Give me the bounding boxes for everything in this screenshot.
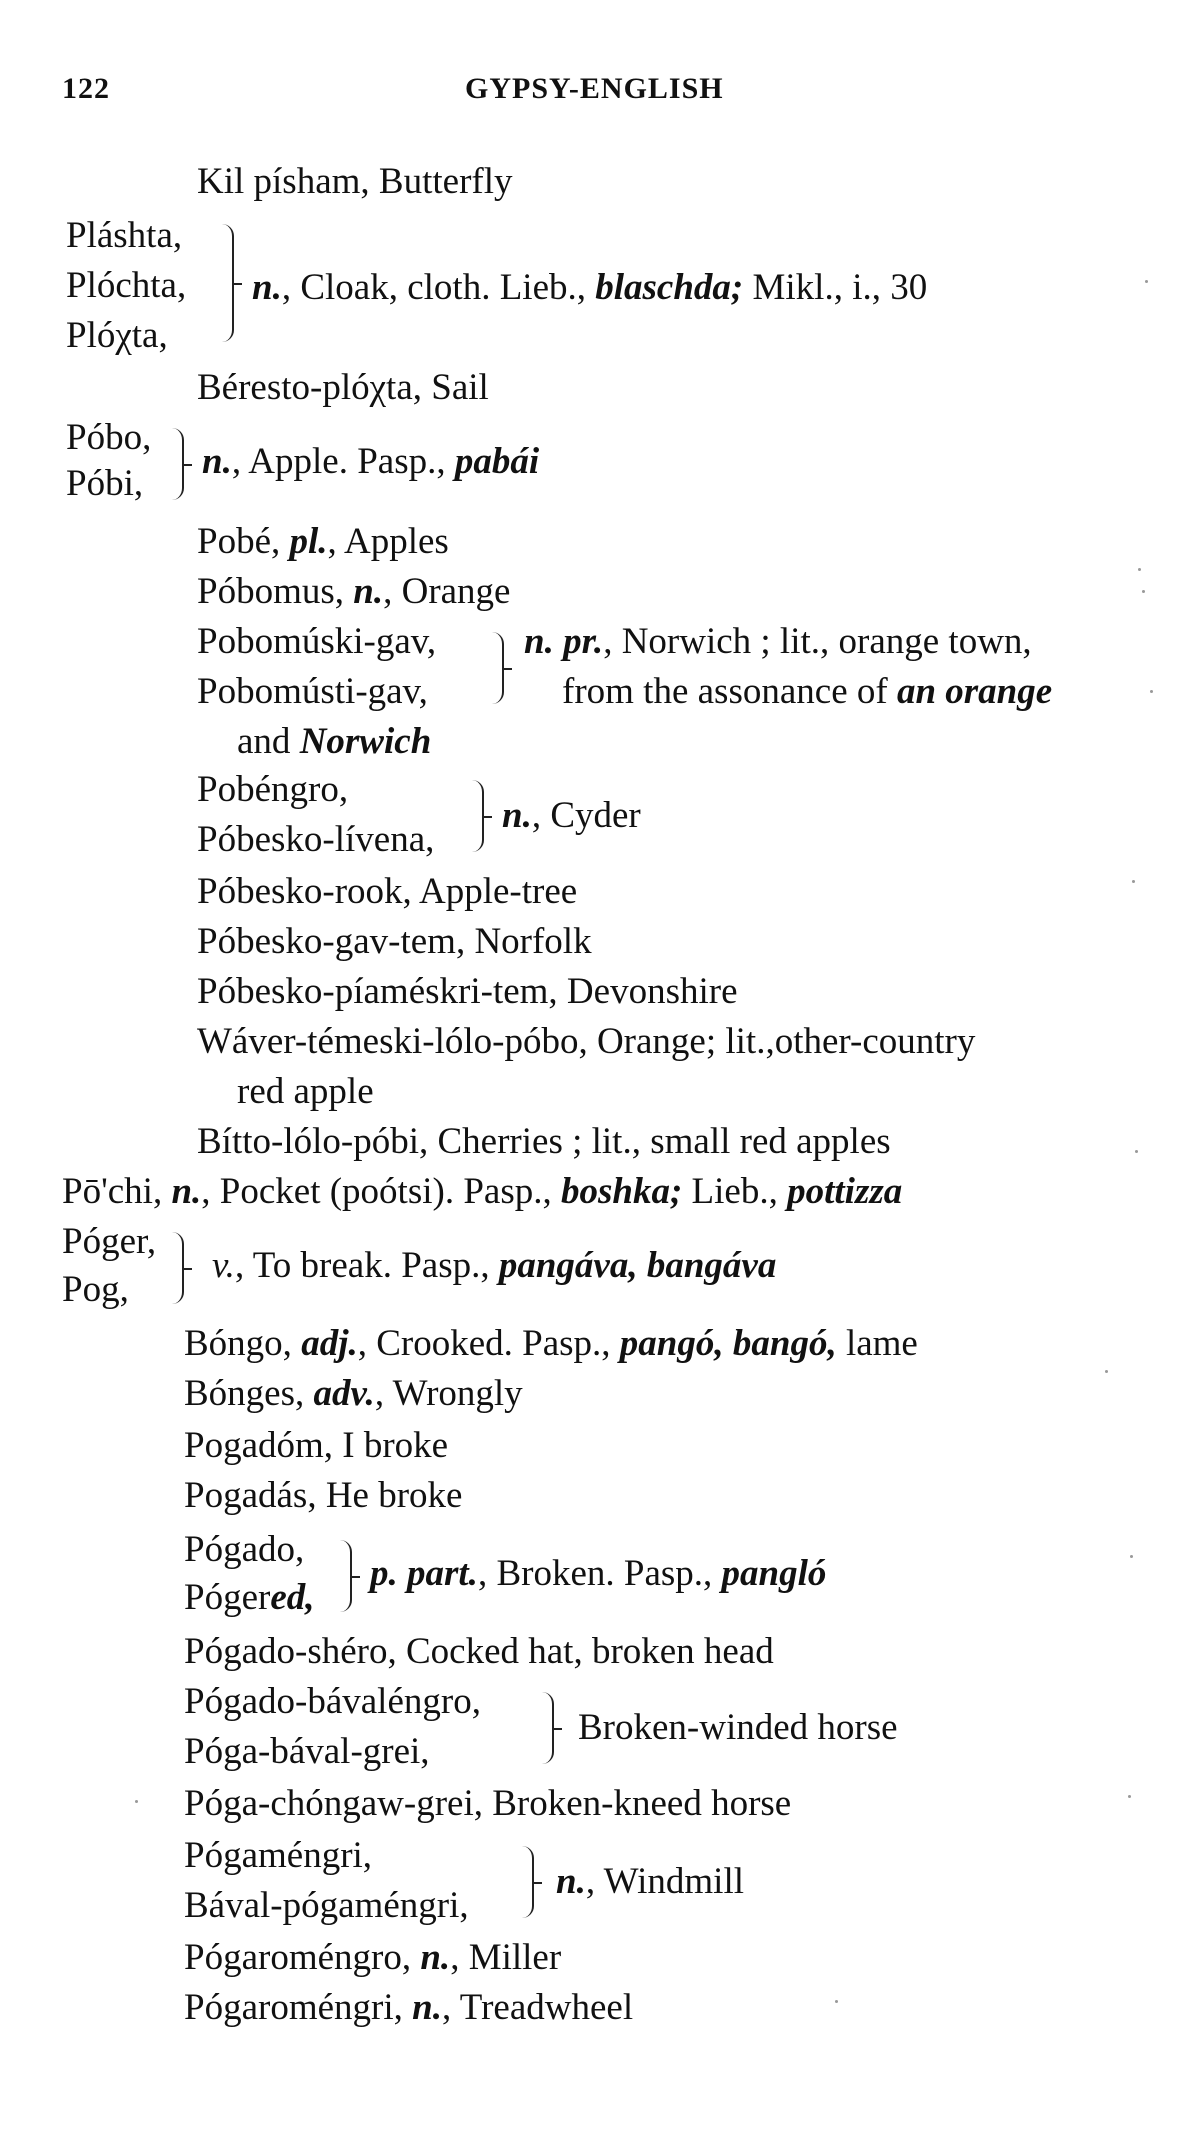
scan-speck (835, 2000, 838, 2003)
citation-pasp: pangáva, bangáva (498, 1245, 777, 1286)
definition-text: , Miller (450, 1937, 562, 1978)
definition-cyder (502, 794, 641, 838)
definition-text: , Apple. Pasp., (231, 441, 455, 482)
headword-pogamengri: Pógaméngri, (184, 1835, 373, 1876)
pos-noun: n. (171, 1171, 202, 1212)
running-title: GYPSY-ENGLISH (465, 72, 724, 105)
scan-speck (1135, 1150, 1138, 1153)
headword-poger: Póger, (62, 1221, 157, 1262)
headword-baval-pog: Bával-pógaméngri, (184, 1885, 469, 1926)
scan-speck (1142, 590, 1145, 593)
definition-text: , Orange (383, 571, 511, 612)
citation-pasp: pabái (454, 441, 540, 482)
entry-waver: Wáver-témeski-lólo-póbo, Orange; lit.,other-country (197, 1021, 976, 1062)
entry-pobomus (197, 570, 510, 614)
definition-norwich-cont2 (237, 720, 431, 764)
definition-text: and (237, 721, 300, 762)
pos-plural: pl. (289, 521, 328, 562)
pos-verb: v. (212, 1245, 235, 1286)
definition-norwich-cont (562, 670, 1052, 714)
definition-text: , Cyder (531, 795, 641, 836)
pos-noun: n. (556, 1861, 586, 1902)
headword-poga-bav: Póga-bával-grei, (184, 1731, 430, 1772)
entry-bongo (184, 1322, 918, 1366)
definition-broken-winded: Broken-winded horse (578, 1707, 898, 1748)
scan-speck (1138, 568, 1141, 571)
citation-lieb: pottizza (787, 1171, 903, 1212)
pos-proper-noun: n. pr. (524, 621, 604, 662)
definition-broken (370, 1552, 826, 1596)
headword-pobomusti: Pobomústi-gav, (197, 671, 428, 712)
citation-pasp: pangló (721, 1553, 827, 1594)
definition-norwich (524, 620, 1032, 664)
headword: Póger (184, 1577, 271, 1618)
entry-beresto: Béresto-plóχta, Sail (197, 367, 489, 408)
entry-waver-cont: red apple (237, 1071, 374, 1112)
entry-pogado-shero: Pógado-shéro, Cocked hat, broken head (184, 1631, 774, 1672)
brace-plashta (222, 224, 234, 342)
pos-noun: n. (412, 1987, 442, 2028)
definition-text: , Treadwheel (441, 1987, 634, 2028)
definition-text: , Apples (327, 521, 449, 562)
entry-pobesko-gav: Póbesko-gav-tem, Norfolk (197, 921, 592, 962)
definition-text: , Windmill (585, 1861, 744, 1902)
definition-text: Mikl., i., 30 (743, 267, 928, 308)
scan-speck (1145, 280, 1148, 283)
entry-pogaromengri (184, 1986, 633, 2030)
scan-speck (1130, 1555, 1133, 1558)
headword-pogado: Pógado, (184, 1529, 305, 1570)
definition-text: , Cloak, cloth. Lieb., (281, 267, 596, 308)
pos-adjective: adj. (301, 1323, 358, 1364)
definition-text: Lieb., (682, 1171, 788, 1212)
entry-bonges (184, 1372, 523, 1416)
headword: Pobé, (197, 521, 290, 562)
entry-pogaromengro (184, 1936, 561, 1980)
headword-pogado-bav: Pógado-bávaléngro, (184, 1681, 481, 1722)
headword-plashta: Pláshta, (66, 215, 183, 256)
entry-bitto: Bítto-lólo-póbi, Cherries ; lit., small red apples (197, 1121, 891, 1162)
entry-poga-chong: Póga-chóngaw-grei, Broken-kneed horse (184, 1783, 792, 1824)
entry-pogadom: Pogadóm, I broke (184, 1425, 449, 1466)
pos-adverb: adv. (313, 1373, 375, 1414)
scan-speck (135, 1800, 138, 1803)
headword-pog: Pog, (62, 1269, 129, 1310)
headword-pobomuski: Pobomúski-gav, (197, 621, 437, 662)
entry-pobesko-rook: Póbesko-rook, Apple-tree (197, 871, 578, 912)
citation-lieb: blaschda; (595, 267, 744, 308)
entry-kil-pisham: Kil písham, Butterfly (197, 161, 513, 202)
pos-noun: n. (353, 571, 384, 612)
scan-speck (1105, 1370, 1108, 1373)
definition-text: , To break. Pasp., (234, 1245, 499, 1286)
pos-noun: n. (420, 1937, 451, 1978)
scan-speck (1150, 690, 1153, 693)
citation-pasp: boshka; (560, 1171, 683, 1212)
pos-noun: n. (252, 267, 282, 308)
headword: Pógaroméngri, (184, 1987, 413, 2028)
definition-text: from the assonance of (562, 671, 897, 712)
headword-plochta: Plóchta, (66, 265, 187, 306)
citation-pasp: pangó, bangó, (619, 1323, 837, 1364)
italic-phrase: an orange (896, 671, 1053, 712)
headword: Bóngo, (184, 1323, 302, 1364)
definition-apple (202, 440, 539, 484)
definition-text: , Crooked. Pasp., (357, 1323, 620, 1364)
entry-pobe (197, 520, 449, 564)
headword: Pógaroméngro, (184, 1937, 421, 1978)
definition-text: , Broken. Pasp., (477, 1553, 722, 1594)
headword: Pō'chi, (62, 1171, 172, 1212)
brace-poger (172, 1232, 184, 1304)
entry-pochi (62, 1170, 902, 1214)
headword-pobo: Póbo, (66, 417, 152, 458)
definition-cloak (252, 266, 927, 310)
brace-pobo (172, 428, 184, 500)
definition-break (212, 1244, 776, 1288)
pos-noun: n. (502, 795, 532, 836)
headword-pogered (184, 1576, 315, 1620)
brace-broken-winded (542, 1692, 554, 1764)
brace-cyder (472, 780, 484, 852)
scan-speck (1132, 880, 1135, 883)
headword: Bónges, (184, 1373, 314, 1414)
brace-norwich (492, 632, 504, 704)
italic-suffix: ed, (270, 1577, 315, 1618)
headword: Póbomus, (197, 571, 354, 612)
entry-pobesko-piam: Póbesko-píaméskri-tem, Devonshire (197, 971, 738, 1012)
pos-noun: n. (202, 441, 232, 482)
pos-past-participle: p. part. (370, 1553, 478, 1594)
definition-text: , Pocket (poótsi). Pasp., (201, 1171, 561, 1212)
brace-windmill (522, 1846, 534, 1918)
brace-pogado (340, 1540, 352, 1612)
page-number: 122 (62, 72, 110, 105)
definition-text: , Norwich ; lit., orange town, (603, 621, 1032, 662)
definition-text: lame (836, 1323, 918, 1364)
definition-text: , Wrongly (374, 1373, 523, 1414)
entry-pogadas: Pogadás, He broke (184, 1475, 463, 1516)
headword-pobengro: Pobéngro, (197, 769, 349, 810)
scan-speck (1128, 1795, 1131, 1798)
headword-pobi: Póbi, (66, 463, 144, 504)
italic-phrase: Norwich (299, 721, 432, 762)
headword-ploxta: Plóχta, (66, 315, 168, 356)
headword-pobesko-livena: Póbesko-lívena, (197, 819, 435, 860)
definition-windmill (556, 1860, 744, 1904)
